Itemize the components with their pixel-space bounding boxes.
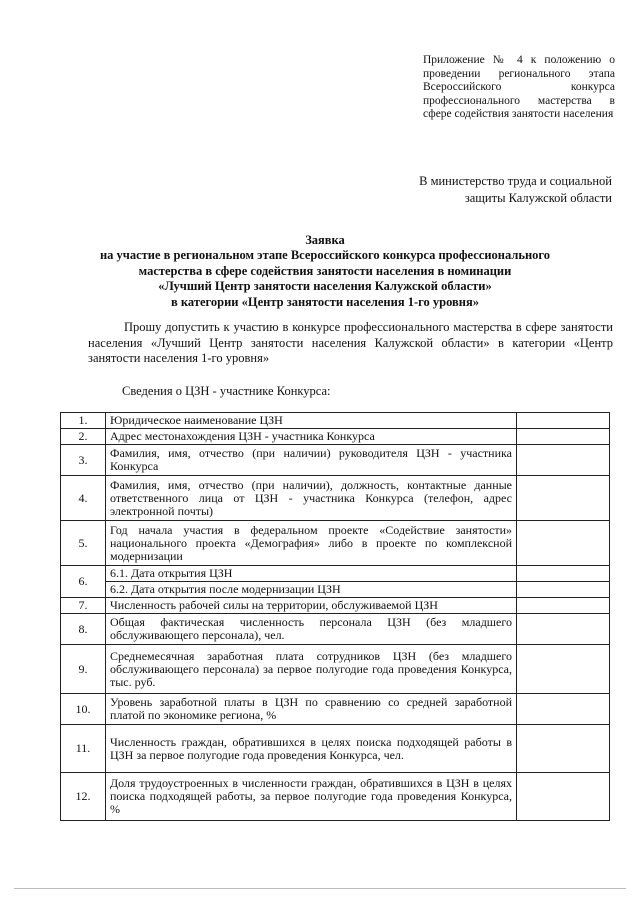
table-row <box>61 694 610 725</box>
addressee-line-2: защиты Калужской области <box>464 191 612 205</box>
row-label: Фамилия, имя, отчество (при наличии) руководителя ЦЗН - участника Конкурса <box>106 445 517 476</box>
row-number: 10. <box>61 694 106 725</box>
row-value-cell[interactable] <box>517 645 610 694</box>
table-row <box>61 566 610 582</box>
page-bottom-divider <box>14 888 626 889</box>
row-label: Доля трудоустроенных в численности граждан, обратившихся в ЦЗН в целях поиска подходящей работы, за первое полугодие года проведения Конкурса, % <box>106 773 517 821</box>
table-row <box>61 645 610 694</box>
addressee-line-1: В министерство труда и социальной <box>419 174 612 188</box>
row-label: Год начала участия в федеральном проекте «Содействие занятости» национального проекта «Демография» либо в проекте по комплексной модернизации <box>106 521 517 566</box>
row-number: 2. <box>61 429 106 445</box>
row-number: 5. <box>61 521 106 566</box>
row-number: 6. <box>61 566 106 598</box>
table-row <box>61 413 610 429</box>
row-value-cell[interactable] <box>517 694 610 725</box>
table-row <box>61 429 610 445</box>
row-value-cell[interactable] <box>517 429 610 445</box>
table-row <box>61 614 610 645</box>
table-row <box>61 598 610 614</box>
row-number: 12. <box>61 773 106 821</box>
table-row <box>61 725 610 773</box>
row-number: 7. <box>61 598 106 614</box>
table-row <box>61 582 610 598</box>
title-line-4: в категории «Центр занятости населения 1-го уровня» <box>171 294 479 309</box>
row-value-cell[interactable] <box>517 521 610 566</box>
row-number: 1. <box>61 413 106 429</box>
row-value-cell[interactable] <box>517 413 610 429</box>
table-row <box>61 773 610 821</box>
row-label: 6.1. Дата открытия ЦЗН <box>106 566 517 582</box>
row-value-cell[interactable] <box>517 773 610 821</box>
title-line-2: мастерства в сфере содействия занятости населения в номинации <box>138 263 512 278</box>
row-label: Численность рабочей силы на территории, обслуживаемой ЦЗН <box>106 598 517 614</box>
row-value-cell[interactable] <box>517 476 610 521</box>
row-number: 8. <box>61 614 106 645</box>
table-row <box>61 521 610 566</box>
row-value-cell[interactable] <box>517 566 610 582</box>
row-value-cell[interactable] <box>517 598 610 614</box>
row-label: Уровень заработной платы в ЦЗН по сравнению со средней заработной платой по экономике региона, % <box>106 694 517 725</box>
participant-info-table <box>60 412 610 821</box>
title-line-1: на участие в региональном этапе Всероссийского конкурса профессионального <box>99 248 551 263</box>
row-label: Общая фактическая численность персонала ЦЗН (без младшего обслуживающего персонала), чел. <box>106 614 517 645</box>
document-title <box>20 233 630 310</box>
request-paragraph: Прошу допустить к участию в конкурсе профессионального мастерства в сфере занятости населения «Лучший Центр занятости населения Калужской области» в категории «Центр занятости населения 1-го уровня» <box>88 320 613 365</box>
title-heading: Заявка <box>305 233 345 247</box>
row-value-cell[interactable] <box>517 614 610 645</box>
row-label: Среднемесячная заработная плата сотрудников ЦЗН (без младшего обслуживающего персонала) за первое полугодие года проведения Конкурса, тыс. руб. <box>106 645 517 694</box>
table-row <box>61 445 610 476</box>
row-label: Юридическое наименование ЦЗН <box>106 413 517 429</box>
addressee <box>380 173 612 207</box>
appendix-note: Приложение № 4 к положению о проведении регионального этапа Всероссийского конкурса профессионального мастерства в сфере содействия занятости населения <box>423 54 615 121</box>
row-label: Численность граждан, обратившихся в целях поиска подходящей работы в ЦЗН за первое полугодие года проведения Конкурса, чел. <box>106 725 517 773</box>
row-label: 6.2. Дата открытия после модернизации ЦЗН <box>106 582 517 598</box>
row-number: 11. <box>61 725 106 773</box>
row-value-cell[interactable] <box>517 725 610 773</box>
row-value-cell[interactable] <box>517 582 610 598</box>
row-number: 3. <box>61 445 106 476</box>
table-intro: Сведения о ЦЗН - участнике Конкурса: <box>122 384 331 398</box>
row-number: 4. <box>61 476 106 521</box>
title-line-3: «Лучший Центр занятости населения Калужской области» <box>158 279 492 294</box>
row-value-cell[interactable] <box>517 445 610 476</box>
row-label: Адрес местонахождения ЦЗН - участника Конкурса <box>106 429 517 445</box>
table-row <box>61 476 610 521</box>
row-label: Фамилия, имя, отчество (при наличии), должность, контактные данные ответственного лица от ЦЗН - участника Конкурса (телефон, адрес электронной почты) <box>106 476 517 521</box>
row-number: 9. <box>61 645 106 694</box>
